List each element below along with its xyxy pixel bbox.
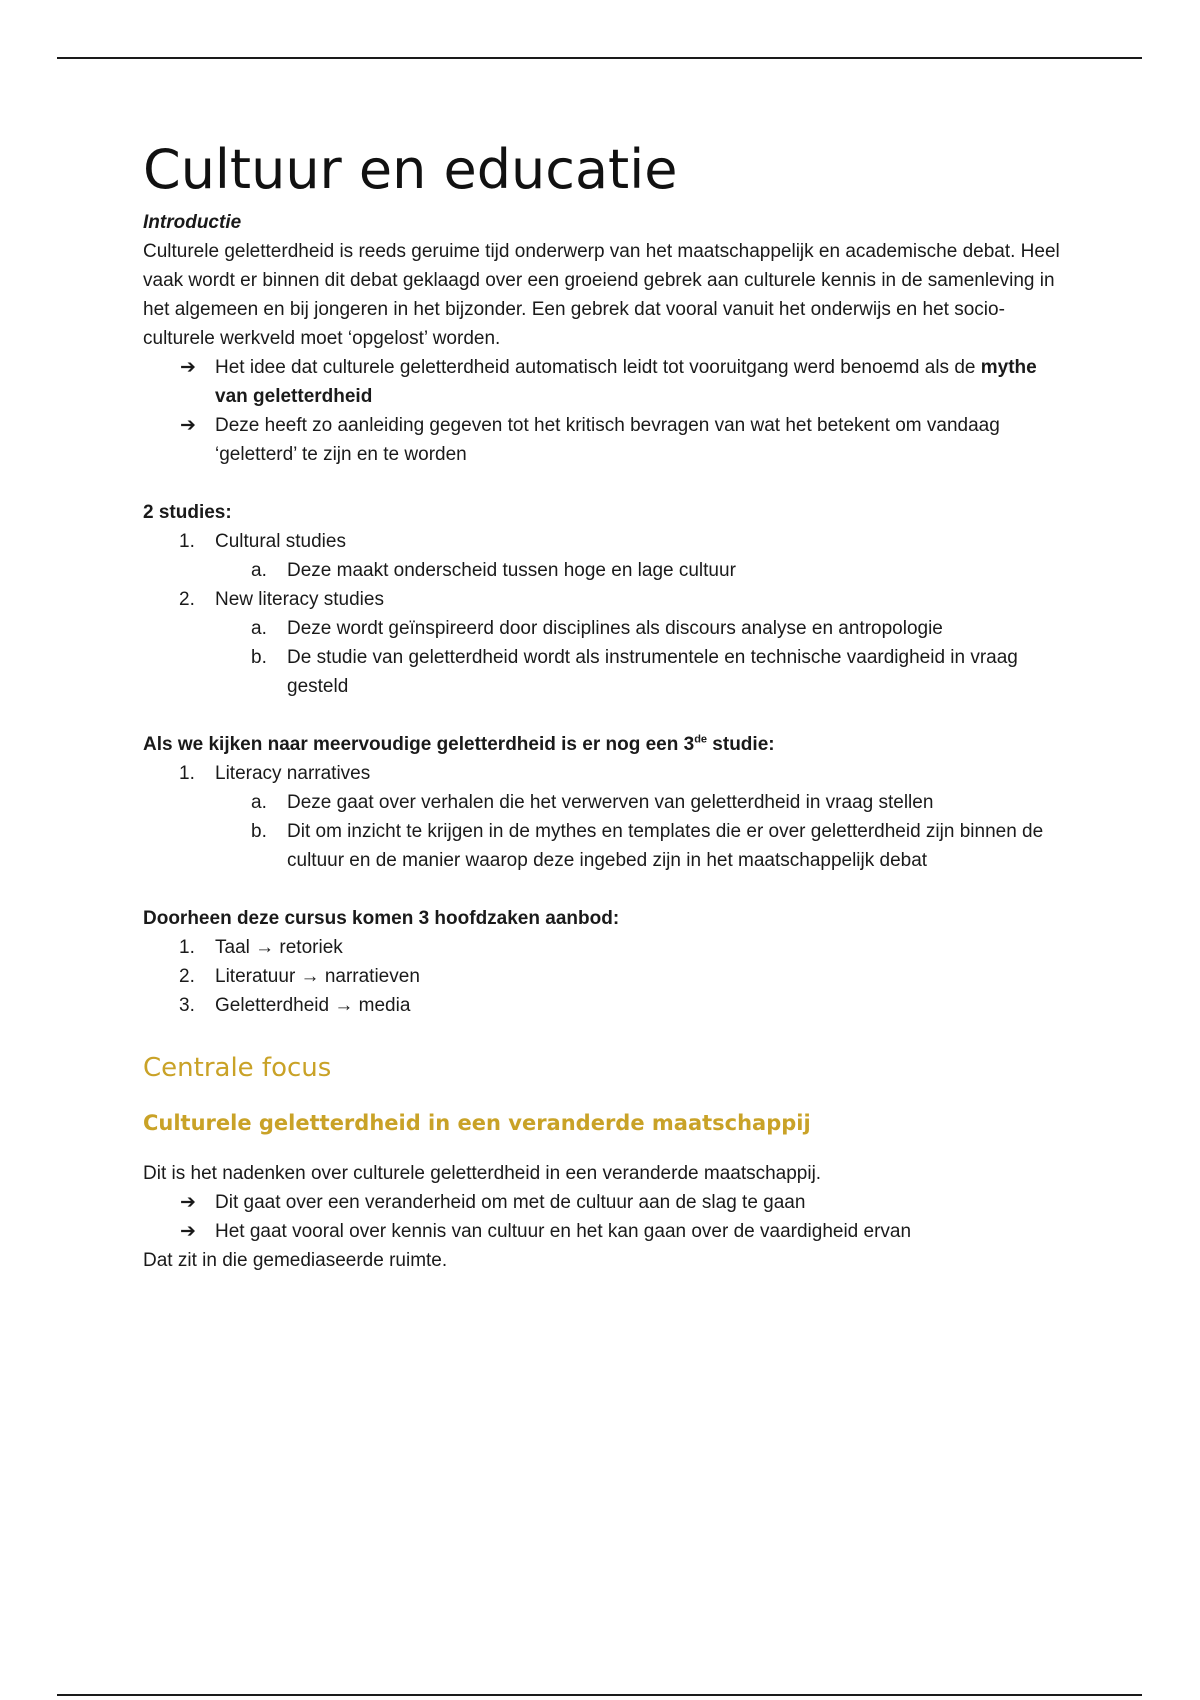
list-number: 2. [179, 966, 195, 987]
list-item [179, 962, 1068, 991]
sub-list-text: Deze maakt onderscheid tussen hoge en lage cultuur [287, 560, 736, 581]
focus-paragraph: Dit is het nadenken over culturele geletterdheid in een veranderde maatschappij. [143, 1162, 822, 1184]
superscript: de [694, 733, 708, 746]
header-rule [57, 57, 1142, 59]
focus-bullet-list [143, 1188, 1068, 1246]
list-item [179, 991, 1068, 1020]
arrow-right-icon: ➔ [180, 1191, 196, 1213]
sub-list [215, 614, 1068, 701]
arrow-right-icon: ➔ [180, 415, 196, 436]
sub-list-item [251, 788, 1068, 817]
list-letter: a. [251, 618, 267, 639]
focus-closing: Dat zit in die gemediaseerde ruimte. [143, 1249, 448, 1271]
list-item [179, 585, 1068, 701]
sub-list-item [251, 643, 1068, 701]
bullet-text: Het idee dat culturele geletterdheid automatisch leidt tot vooruitgang werd benoemd als de [215, 357, 981, 378]
document-body [143, 138, 1068, 1275]
list-letter: a. [251, 560, 267, 581]
page-title: Cultuur en educatie [143, 138, 678, 201]
list-item [180, 1217, 1068, 1246]
intro-heading: Introductie [143, 212, 242, 233]
list-item [179, 759, 1068, 875]
heading-text: studie: [707, 734, 775, 755]
sub-list-item [251, 614, 1068, 643]
list-item-label: Literatuur → narratieven [215, 966, 420, 987]
list-letter: b. [251, 821, 267, 842]
list-item-label: Geletterdheid → media [215, 995, 411, 1016]
list-number: 1. [179, 763, 195, 784]
intro-paragraph: Culturele geletterdheid is reeds geruime tijd onderwerp van het maatschappelijk en academische debat. Heel vaak wordt er binnen dit debat geklaagd over een groeiend gebrek aan culturele kennis in de samenleving in het algemeen en bij jongeren in het bijzonder. Een gebrek dat vooral vanuit het onderwijs en het socio-culturele werkveld moet ‘opgelost’ worden. [143, 241, 1060, 349]
list-number: 1. [179, 937, 195, 958]
footer-rule [57, 1694, 1142, 1696]
list-item-label: Cultural studies [215, 531, 346, 552]
list-item [179, 933, 1068, 962]
sub-list-text: Deze gaat over verhalen die het verwerven van geletterdheid in vraag stellen [287, 792, 934, 813]
third-study-list [143, 759, 1068, 875]
list-number: 3. [179, 995, 195, 1016]
list-letter: a. [251, 792, 267, 813]
list-item [180, 411, 1068, 469]
sub-list [215, 556, 1068, 585]
arrow-right-icon: ➔ [180, 1220, 196, 1242]
studies-list [143, 527, 1068, 701]
course-heading: Doorheen deze cursus komen 3 hoofdzaken aanbod: [143, 908, 620, 929]
focus-subheading: Culturele geletterdheid in een veranderde maatschappij [143, 1110, 811, 1135]
intro-bullet-list [143, 353, 1068, 469]
sub-list-text: Deze wordt geïnspireerd door disciplines als discours analyse en antropologie [287, 618, 943, 639]
list-number: 2. [179, 589, 195, 610]
list-letter: b. [251, 647, 267, 668]
sub-list-text: De studie van geletterdheid wordt als instrumentele en technische vaardigheid in vraag gesteld [287, 647, 1018, 697]
course-list [143, 933, 1068, 1020]
sub-list-text: Dit om inzicht te krijgen in de mythes en templates die er over geletterdheid zijn binnen de cultuur en de manier waarop deze ingebed zijn in het maatschappelijk debat [287, 821, 1044, 871]
sub-list-item [251, 556, 1068, 585]
sub-list [215, 788, 1068, 875]
sub-list-item [251, 817, 1068, 875]
list-item [179, 527, 1068, 585]
list-item-label: Literacy narratives [215, 763, 371, 784]
arrow-right-icon: ➔ [180, 357, 196, 378]
third-study-heading [143, 730, 1068, 759]
studies-heading: 2 studies: [143, 502, 232, 523]
bullet-text: Dit gaat over een veranderheid om met de cultuur aan de slag te gaan [215, 1191, 806, 1213]
bullet-text: Deze heeft zo aanleiding gegeven tot het kritisch bevragen van wat het betekent om vandaag ‘geletterd’ te zijn en te worden [215, 415, 1000, 465]
bullet-bold-text: mythe van geletterdheid [215, 357, 1037, 407]
list-item-label: Taal → retoriek [215, 937, 343, 958]
bullet-text: Het gaat vooral over kennis van cultuur en het kan gaan over de vaardigheid ervan [215, 1220, 912, 1242]
heading-text: Als we kijken naar meervoudige geletterdheid is er nog een 3 [143, 734, 695, 755]
list-item [180, 1188, 1068, 1217]
focus-heading: Centrale focus [143, 1053, 332, 1083]
list-item-label: New literacy studies [215, 589, 384, 610]
list-item [180, 353, 1068, 411]
list-number: 1. [179, 531, 195, 552]
